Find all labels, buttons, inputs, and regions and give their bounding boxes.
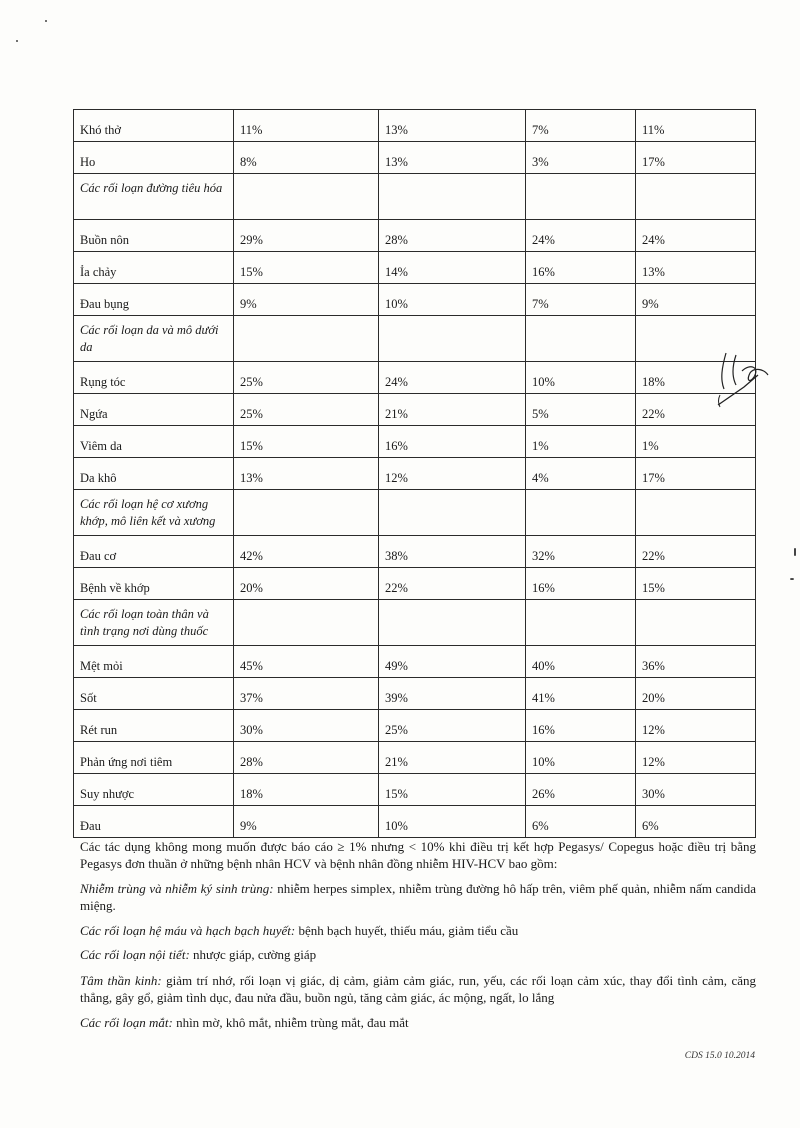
table-category-row	[74, 174, 756, 220]
scan-speck	[794, 548, 796, 556]
percentage-cell	[234, 490, 379, 536]
percentage-cell: 16%	[526, 710, 636, 742]
blood-lymph-paragraph	[80, 922, 756, 939]
endocrine-label: Các rối loạn nội tiết:	[80, 947, 190, 962]
percentage-cell: 15%	[636, 568, 756, 600]
event-label-cell: Đau bụng	[74, 284, 234, 316]
event-label-cell: Mệt mỏi	[74, 646, 234, 678]
blood-lymph-text: bệnh bạch huyết, thiếu máu, giảm tiểu cầu	[295, 923, 519, 938]
table-row	[74, 536, 756, 568]
percentage-cell: 38%	[379, 536, 526, 568]
percentage-cell: 3%	[526, 142, 636, 174]
eye-disorders-text: nhìn mờ, khô mắt, nhiễm trùng mắt, đau mắt	[172, 1015, 409, 1030]
percentage-cell: 24%	[636, 220, 756, 252]
event-label-cell: Bệnh về khớp	[74, 568, 234, 600]
percentage-cell	[636, 174, 756, 220]
intro-paragraph	[80, 838, 756, 872]
table-row	[74, 284, 756, 316]
percentage-cell: 28%	[379, 220, 526, 252]
percentage-cell	[636, 600, 756, 646]
category-label-cell: Các rối loạn da và mô dưới da	[74, 316, 234, 362]
percentage-cell: 9%	[636, 284, 756, 316]
table-row	[74, 806, 756, 838]
percentage-cell: 15%	[234, 252, 379, 284]
percentage-cell: 7%	[526, 284, 636, 316]
percentage-cell: 8%	[234, 142, 379, 174]
percentage-cell: 28%	[234, 742, 379, 774]
eye-disorders-label: Các rối loạn mắt:	[80, 1015, 173, 1030]
percentage-cell: 10%	[379, 806, 526, 838]
percentage-cell	[379, 490, 526, 536]
percentage-cell: 30%	[636, 774, 756, 806]
percentage-cell: 1%	[526, 426, 636, 458]
percentage-cell: 29%	[234, 220, 379, 252]
table-row	[74, 710, 756, 742]
event-label-cell: Da khô	[74, 458, 234, 490]
table-category-row	[74, 600, 756, 646]
percentage-cell: 16%	[526, 568, 636, 600]
percentage-cell: 20%	[636, 678, 756, 710]
eye-disorders-paragraph	[80, 1014, 756, 1031]
percentage-cell: 18%	[636, 362, 756, 394]
event-label-cell: Đau	[74, 806, 234, 838]
percentage-cell: 10%	[526, 362, 636, 394]
percentage-cell: 13%	[636, 252, 756, 284]
event-label-cell: Khó thở	[74, 110, 234, 142]
percentage-cell: 10%	[526, 742, 636, 774]
percentage-cell: 22%	[636, 536, 756, 568]
percentage-cell: 17%	[636, 142, 756, 174]
event-label-cell: Viêm da	[74, 426, 234, 458]
percentage-cell	[234, 174, 379, 220]
event-label-cell: Ngứa	[74, 394, 234, 426]
infections-label: Nhiễm trùng và nhiễm ký sinh trùng:	[80, 881, 274, 896]
table-row	[74, 220, 756, 252]
percentage-cell: 7%	[526, 110, 636, 142]
percentage-cell: 14%	[379, 252, 526, 284]
percentage-cell: 9%	[234, 284, 379, 316]
psychiatric-nervous-paragraph	[80, 972, 756, 1006]
percentage-cell: 18%	[234, 774, 379, 806]
intro-text: Các tác dụng không mong muốn được báo cáo ≥ 1% nhưng < 10% khi điều trị kết hợp Pegasys/ Copegus hoặc điều trị bằng Pegasys đơn thuần ở những bệnh nhân HCV và bệnh nhân đồng nhiễm HIV-HCV bao gồm:	[80, 839, 756, 871]
event-label-cell: Buồn nôn	[74, 220, 234, 252]
percentage-cell	[636, 490, 756, 536]
percentage-cell: 16%	[526, 252, 636, 284]
adverse-events-table	[73, 109, 756, 838]
table-row	[74, 252, 756, 284]
percentage-cell: 36%	[636, 646, 756, 678]
percentage-cell: 16%	[379, 426, 526, 458]
percentage-cell: 6%	[526, 806, 636, 838]
psychiatric-nervous-label: Tâm thần kinh:	[80, 973, 162, 988]
percentage-cell: 24%	[526, 220, 636, 252]
percentage-cell: 45%	[234, 646, 379, 678]
percentage-cell: 5%	[526, 394, 636, 426]
percentage-cell: 22%	[379, 568, 526, 600]
percentage-cell: 40%	[526, 646, 636, 678]
percentage-cell: 21%	[379, 394, 526, 426]
percentage-cell: 11%	[636, 110, 756, 142]
percentage-cell: 24%	[379, 362, 526, 394]
document-code-footer: CDS 15.0 10.2014	[684, 1051, 755, 1061]
percentage-cell	[379, 600, 526, 646]
event-label-cell: Ỉa chảy	[74, 252, 234, 284]
percentage-cell: 30%	[234, 710, 379, 742]
percentage-cell: 10%	[379, 284, 526, 316]
event-label-cell: Rét run	[74, 710, 234, 742]
percentage-cell: 17%	[636, 458, 756, 490]
table-row	[74, 646, 756, 678]
percentage-cell: 32%	[526, 536, 636, 568]
percentage-cell: 12%	[379, 458, 526, 490]
event-label-cell: Rụng tóc	[74, 362, 234, 394]
category-label-cell: Các rối loạn hệ cơ xương khớp, mô liên kết và xương	[74, 490, 234, 536]
event-label-cell: Đau cơ	[74, 536, 234, 568]
table-category-row	[74, 490, 756, 536]
scan-speck	[16, 40, 18, 42]
percentage-cell: 25%	[379, 710, 526, 742]
percentage-cell: 9%	[234, 806, 379, 838]
percentage-cell: 25%	[234, 394, 379, 426]
table-row	[74, 774, 756, 806]
percentage-cell: 41%	[526, 678, 636, 710]
blood-lymph-label: Các rối loạn hệ máu và hạch bạch huyết:	[80, 923, 296, 938]
percentage-cell	[526, 490, 636, 536]
table-row	[74, 742, 756, 774]
adverse-events-table-body	[74, 110, 756, 838]
percentage-cell: 15%	[234, 426, 379, 458]
percentage-cell	[526, 316, 636, 362]
percentage-cell: 13%	[379, 142, 526, 174]
percentage-cell: 22%	[636, 394, 756, 426]
percentage-cell: 12%	[636, 742, 756, 774]
percentage-cell: 15%	[379, 774, 526, 806]
table-row	[74, 394, 756, 426]
table-row	[74, 426, 756, 458]
table-row	[74, 110, 756, 142]
table-row	[74, 568, 756, 600]
psychiatric-nervous-text: giảm trí nhớ, rối loạn vị giác, dị cảm, giảm cảm giác, run, yếu, các rối loạn cảm xúc, thay đổi tình cảm, căng thẳng, gây gổ, giảm tình dục, đau nửa đầu, buồn ngủ, tăng cảm giác, ác mộng, ngất, lo lắng	[80, 973, 756, 1005]
infections-text: nhiễm herpes simplex, nhiễm trùng đường hô hấp trên, viêm phế quản, nhiễm nấm candida miệng.	[80, 881, 756, 913]
percentage-cell: 25%	[234, 362, 379, 394]
endocrine-paragraph	[80, 946, 756, 963]
percentage-cell	[234, 316, 379, 362]
percentage-cell	[526, 174, 636, 220]
percentage-cell: 39%	[379, 678, 526, 710]
event-label-cell: Sốt	[74, 678, 234, 710]
percentage-cell: 20%	[234, 568, 379, 600]
percentage-cell: 37%	[234, 678, 379, 710]
percentage-cell: 21%	[379, 742, 526, 774]
percentage-cell	[526, 600, 636, 646]
percentage-cell: 13%	[234, 458, 379, 490]
percentage-cell: 1%	[636, 426, 756, 458]
percentage-cell: 49%	[379, 646, 526, 678]
percentage-cell: 4%	[526, 458, 636, 490]
percentage-cell: 6%	[636, 806, 756, 838]
percentage-cell: 11%	[234, 110, 379, 142]
category-label-cell: Các rối loạn toàn thân và tình trạng nơi dùng thuốc	[74, 600, 234, 646]
scan-speck	[790, 578, 794, 580]
table-row	[74, 678, 756, 710]
percentage-cell	[379, 316, 526, 362]
event-label-cell: Phản ứng nơi tiêm	[74, 742, 234, 774]
table-category-row	[74, 316, 756, 362]
handwritten-initials-signature	[706, 345, 776, 415]
endocrine-text: nhược giáp, cường giáp	[189, 947, 317, 962]
table-row	[74, 362, 756, 394]
percentage-cell: 13%	[379, 110, 526, 142]
percentage-cell: 42%	[234, 536, 379, 568]
percentage-cell: 12%	[636, 710, 756, 742]
infections-paragraph	[80, 880, 756, 914]
percentage-cell	[234, 600, 379, 646]
percentage-cell	[379, 174, 526, 220]
table-row	[74, 458, 756, 490]
event-label-cell: Suy nhược	[74, 774, 234, 806]
category-label-cell: Các rối loạn đường tiêu hóa	[74, 174, 234, 220]
table-row	[74, 142, 756, 174]
event-label-cell: Ho	[74, 142, 234, 174]
percentage-cell: 26%	[526, 774, 636, 806]
scan-speck	[45, 20, 47, 22]
